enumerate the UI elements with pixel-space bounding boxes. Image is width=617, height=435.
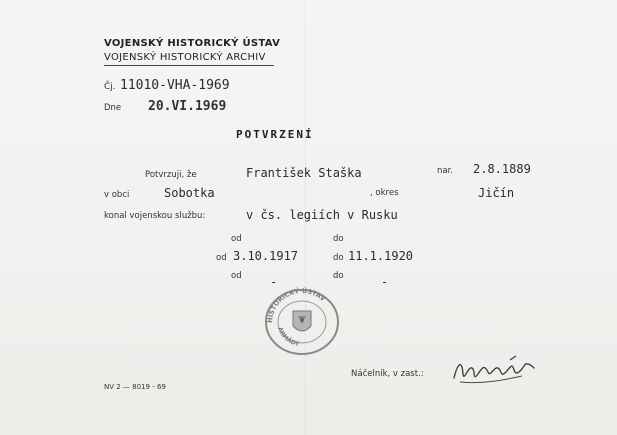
period-from-label: od [231, 234, 242, 244]
person-name: František Staška [246, 166, 362, 180]
reference-label: Čj. [104, 82, 116, 92]
signature-label: Náčelník, v zast.: [351, 369, 424, 379]
svg-text:ARMÁDY: ARMÁDY [276, 326, 300, 348]
confirm-label: Potvrzuji, že [145, 170, 197, 180]
handwritten-signature [450, 354, 540, 388]
period-to-label: do [333, 234, 344, 244]
document-heading: POTVRZENÍ [236, 128, 314, 141]
period-to-value: 11.1.1920 [348, 249, 414, 263]
born-date: 2.8.1889 [473, 162, 531, 176]
archive-name: VOJENSKÝ HISTORICKÝ ARCHIV [104, 52, 266, 63]
institution-name: VOJENSKÝ HISTORICKÝ ÚSTAV [104, 38, 281, 49]
period-to-label: do [333, 253, 344, 263]
reference-number: 11010-VHA-1969 [120, 78, 230, 93]
period-to-label: do [333, 271, 344, 281]
born-label: nar. [437, 166, 454, 176]
service-label: konal vojenskou službu: [104, 211, 206, 221]
service-value: v čs. legiích v Rusku [246, 208, 398, 222]
svg-text:HISTORICKÝ ÚSTAV: HISTORICKÝ ÚSTAV [265, 286, 327, 324]
period-from-value: - [270, 275, 278, 289]
form-code: NV 2 — 8019 - 69 [104, 383, 166, 391]
date-label: Dne [104, 103, 122, 113]
signature-icon [450, 354, 540, 388]
district-label: , okres [370, 188, 399, 198]
official-stamp [256, 286, 348, 356]
period-to-value: - [381, 275, 389, 289]
period-from-label: od [216, 253, 227, 263]
period-from-value: 3.10.1917 [233, 249, 299, 263]
date-stamp: 20.VI.1969 [148, 99, 227, 114]
village-label: v obci [104, 190, 130, 200]
stamp-seal-icon [256, 286, 348, 356]
period-from-label: od [231, 271, 242, 281]
header-underline [104, 65, 274, 66]
village-value: Sobotka [164, 186, 215, 200]
district-value: Jičín [478, 186, 515, 200]
